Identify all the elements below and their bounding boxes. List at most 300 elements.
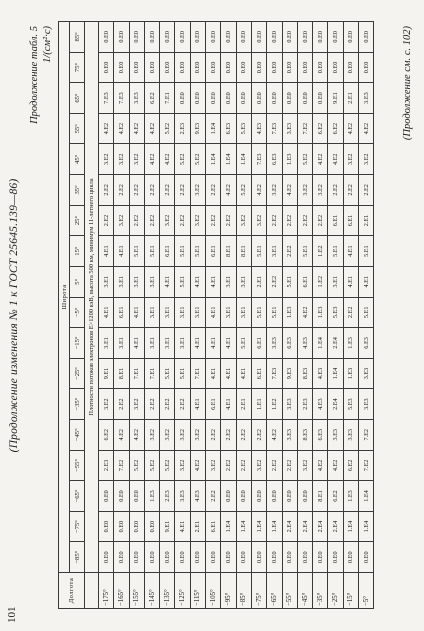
table-cell: 3.E2	[251, 450, 266, 481]
table-cell: 5.E1	[328, 236, 343, 267]
table-cell: 6.E2	[343, 450, 358, 481]
table-cell: 0.E0	[251, 52, 266, 83]
table-cell: 1.E4	[313, 328, 328, 359]
table-cell: 2.E2	[343, 175, 358, 206]
table-cell: 2.E2	[114, 389, 129, 420]
table-cell: 0.E0	[313, 83, 328, 114]
row-label: −55°	[282, 573, 297, 609]
table-cell: 2.E1	[251, 266, 266, 297]
column-header: 35°	[70, 175, 85, 206]
table-cell: 7.E3	[114, 83, 129, 114]
table-cell: 7.E2	[359, 419, 374, 450]
table-cell: 6.E1	[206, 236, 221, 267]
table-cell: 6.E1	[297, 266, 312, 297]
table-cell: 0.E0	[236, 52, 251, 83]
table-cell: 7.E3	[267, 358, 282, 389]
table-cell: 5.E3	[328, 297, 343, 328]
table-cell: 6.E3	[267, 144, 282, 175]
table-cell: 3.E1	[144, 266, 159, 297]
table-cell: 0.E0	[297, 22, 312, 53]
row-label: −35°	[313, 573, 328, 609]
table-row	[175, 22, 190, 609]
table-cell: 3.E3	[343, 419, 358, 450]
table-cell: 5.E2	[129, 450, 144, 481]
table-cell: 3.E3	[175, 481, 190, 512]
table-cell: 5.E1	[144, 236, 159, 267]
table-cell: 5.E1	[129, 236, 144, 267]
table-cell: 0.E0	[328, 542, 343, 573]
table-cell: 3.E1	[328, 266, 343, 297]
table-cell: 0.E0	[328, 22, 343, 53]
table-cell: 2.E2	[359, 175, 374, 206]
table-cell: 4.E1	[190, 266, 205, 297]
table-cell: 0.E0	[175, 83, 190, 114]
table-cell: 4.E3	[313, 389, 328, 420]
table-cell: 3.E3	[267, 328, 282, 359]
table-caption	[28, 26, 54, 124]
table-cell: 0.E0	[114, 481, 129, 512]
table-cell: 0.E0	[221, 22, 236, 53]
table-cell: 2.E1	[343, 83, 358, 114]
column-header: 5°	[70, 266, 85, 297]
table-cell: 0.E0	[175, 52, 190, 83]
table-cell: 3.E1	[190, 297, 205, 328]
table-cell: 0.E0	[251, 481, 266, 512]
table-cell: 3.E3	[359, 83, 374, 114]
table-cell: 0.E0	[206, 52, 221, 83]
table-row	[328, 22, 343, 609]
table-cell: 0.E0	[175, 542, 190, 573]
table-cell: 0.E0	[144, 22, 159, 53]
table-cell: 4.E1	[99, 236, 114, 267]
table-cell: 1.E4	[343, 511, 358, 542]
row-label: −5°	[359, 573, 374, 609]
table-cell: 3.E1	[175, 328, 190, 359]
table-cell: 3.E2	[114, 205, 129, 236]
table-cell: 0.E0	[282, 22, 297, 53]
table-cell: 2.E2	[175, 175, 190, 206]
table-cell: 3.E2	[99, 389, 114, 420]
table-cell: 1.E4	[359, 481, 374, 512]
table-cell: 1.E2	[267, 389, 282, 420]
table-cell: 2.E4	[297, 511, 312, 542]
table-cell: 3.E3	[282, 419, 297, 450]
table-row	[160, 22, 175, 609]
table-cell: 6.E1	[114, 297, 129, 328]
table-cell: 3.E1	[114, 266, 129, 297]
row-header-spacer	[85, 573, 99, 609]
column-header: −75°	[70, 511, 85, 542]
table-cell: 0.E0	[282, 52, 297, 83]
table-cell: 3.E1	[236, 297, 251, 328]
table-cell: 5.E2	[144, 450, 159, 481]
table-cell: 0.E0	[297, 83, 312, 114]
table-cell: 1.E4	[236, 144, 251, 175]
table-cell: 5.E1	[359, 297, 374, 328]
table-cell: 0.E0	[359, 542, 374, 573]
table-cell: 3.E3	[129, 83, 144, 114]
table-cell: 6.E1	[251, 358, 266, 389]
table-row	[206, 22, 221, 609]
table-cell: 6.E1	[160, 236, 175, 267]
column-header: −15°	[70, 328, 85, 359]
table-cell: 7.E1	[190, 358, 205, 389]
table-cell: 4.E1	[190, 389, 205, 420]
table-cell: 1.E3	[144, 481, 159, 512]
table-cell: 1.E4	[221, 144, 236, 175]
table-cell: 5.E1	[359, 236, 374, 267]
table-cell: 0.E0	[236, 542, 251, 573]
table-cell: 4.E2	[129, 113, 144, 144]
table-cell: 0.E0	[297, 542, 312, 573]
table-row	[313, 22, 328, 609]
table-cell: 3.E2	[190, 205, 205, 236]
table-cell: 8.E1	[313, 481, 328, 512]
table-cell: 2.E4	[313, 511, 328, 542]
table-cell: 5.E1	[190, 236, 205, 267]
table-cell: 0.E0	[206, 542, 221, 573]
table-cell: 0.E0	[144, 52, 159, 83]
table-row	[144, 22, 159, 609]
table-cell: 0.E0	[267, 542, 282, 573]
row-label: −135°	[160, 573, 175, 609]
table-row	[190, 22, 205, 609]
table-cell: 0.E0	[175, 22, 190, 53]
subtitle-row	[85, 22, 99, 609]
column-header: 85°	[70, 22, 85, 53]
table-cell: 8.E3	[297, 358, 312, 389]
table-cell: 4.E3	[297, 328, 312, 359]
column-header: 75°	[70, 52, 85, 83]
table-cell: 0.E0	[221, 83, 236, 114]
table-cell: 6.E1	[206, 389, 221, 420]
table-cell: 3.E2	[114, 144, 129, 175]
table-cell: 2.E2	[297, 205, 312, 236]
table-cell: 0.E0	[282, 481, 297, 512]
table-cell: 0.E0	[221, 542, 236, 573]
table-cell: 6.E2	[328, 113, 343, 144]
table-row	[267, 22, 282, 609]
table-cell: 0.E0	[129, 52, 144, 83]
table-cell: 0.E0	[282, 83, 297, 114]
table-cell: 3.E3	[359, 358, 374, 389]
table-cell: 2.E2	[99, 205, 114, 236]
column-header: 25°	[70, 205, 85, 236]
table-cell: 2.E2	[144, 389, 159, 420]
table-cell: 4.E1	[175, 511, 190, 542]
table-cell: 4.E2	[282, 175, 297, 206]
table-cell: 4.E1	[221, 328, 236, 359]
table-cell: 4.E3	[313, 358, 328, 389]
table-cell: 3.E1	[267, 236, 282, 267]
table-cell: 3.E1	[129, 266, 144, 297]
table-cell: 2.E2	[206, 205, 221, 236]
table-cell: 4.E2	[359, 113, 374, 144]
table-cell: 3.E2	[297, 450, 312, 481]
table-cell: 4.E2	[343, 113, 358, 144]
unit-label: 1/(см²·с)	[42, 26, 53, 63]
table-cell: 3.E3	[282, 389, 297, 420]
table-row	[114, 22, 129, 609]
column-header: −5°	[70, 297, 85, 328]
table-cell: 2.E2	[129, 175, 144, 206]
table-cell: 4.E2	[114, 419, 129, 450]
table-cell: 6.E2	[328, 481, 343, 512]
table-cell: 6.E1	[206, 511, 221, 542]
table-cell: 4.E3	[251, 113, 266, 144]
table-cell: 5.E3	[236, 113, 251, 144]
table-cell: 0.E0	[99, 481, 114, 512]
table-cell: 1.E2	[313, 236, 328, 267]
table-cell: 3.E2	[160, 205, 175, 236]
table-cell: 2.E3	[99, 450, 114, 481]
table-cell: 4.E1	[221, 389, 236, 420]
table-cell: 4.E1	[221, 358, 236, 389]
column-header: −35°	[70, 389, 85, 420]
table-cell: 2.E1	[359, 205, 374, 236]
table-cell: 0.E0	[129, 542, 144, 573]
table-cell: 4.E2	[251, 175, 266, 206]
table-cell: 0.E0	[99, 22, 114, 53]
table-cell: 2.E1	[190, 511, 205, 542]
table-cell: 7.E1	[160, 83, 175, 114]
table-cell: 0.E0	[144, 542, 159, 573]
table-cell: 1.E4	[328, 358, 343, 389]
table-cell: 1.E3	[343, 481, 358, 512]
table-cell: 3.E1	[144, 328, 159, 359]
table-cell: 4.E2	[99, 113, 114, 144]
row-label: −75°	[251, 573, 266, 609]
table-cell: 6.E1	[343, 205, 358, 236]
table-cell: 5.E2	[297, 144, 312, 175]
table-cell: 3.E2	[190, 175, 205, 206]
table-cell: 2.E2	[313, 205, 328, 236]
table-cell: 0.E0	[99, 542, 114, 573]
table-cell: 0.E0	[343, 52, 358, 83]
table-cell: 4.E2	[144, 113, 159, 144]
table-cell: 4.E2	[144, 144, 159, 175]
table-cell: 3.E1	[221, 297, 236, 328]
table-cell: 0.E0	[343, 542, 358, 573]
table-cell: 2.E2	[267, 450, 282, 481]
caption-text: Продолжение табл. 5	[29, 26, 40, 124]
table-cell: 0.E0	[114, 52, 129, 83]
table-cell: 5.E1	[251, 297, 266, 328]
column-header: 55°	[70, 113, 85, 144]
table-cell: 3.E1	[144, 297, 159, 328]
table-cell: 4.E1	[236, 358, 251, 389]
table-cell: 0.E0	[144, 511, 159, 542]
table-cell: 7.E1	[129, 358, 144, 389]
table-cell: 7.E3	[251, 144, 266, 175]
table-cell: 2.E2	[236, 450, 251, 481]
table-cell: 1.E4	[267, 511, 282, 542]
table-cell: 0.E0	[236, 481, 251, 512]
row-label: −115°	[190, 573, 205, 609]
table-cell: 4.E1	[206, 358, 221, 389]
table-cell: 3.E2	[175, 450, 190, 481]
table-cell: 2.E2	[175, 389, 190, 420]
table-cell: 9.E1	[328, 83, 343, 114]
table-cell: 0.E0	[114, 22, 129, 53]
table-cell: 9.E1	[160, 511, 175, 542]
table-cell: 4.E2	[129, 419, 144, 450]
table-cell: 3.E1	[99, 266, 114, 297]
table-cell: 4.E1	[359, 266, 374, 297]
table-cell: 2.E4	[328, 389, 343, 420]
table-cell: 4.E1	[343, 266, 358, 297]
table-cell: 0.E0	[114, 542, 129, 573]
table-cell: 3.E1	[160, 328, 175, 359]
table-cell: 0.E0	[160, 22, 175, 53]
table-cell: 1.E3	[313, 297, 328, 328]
table-cell: 4.E2	[328, 450, 343, 481]
table-cell: 0.E0	[267, 52, 282, 83]
page-number: 101	[6, 606, 18, 623]
table-cell: 4.E1	[206, 266, 221, 297]
table-cell: 0.E0	[160, 542, 175, 573]
table-cell: 5.E1	[236, 328, 251, 359]
table-cell: 4.E1	[99, 297, 114, 328]
table-cell: 3.E2	[297, 175, 312, 206]
table-cell: 4.E2	[297, 297, 312, 328]
table-cell: 5.E2	[160, 113, 175, 144]
table-cell: 0.E0	[297, 481, 312, 512]
table-cell: 3.E2	[236, 205, 251, 236]
continued-note: (Продолжение см. с. 102)	[402, 26, 413, 141]
table-cell: 4.E3	[190, 481, 205, 512]
column-header: −55°	[70, 450, 85, 481]
table-cell: 5.E2	[175, 144, 190, 175]
table-cell: 4.E1	[129, 328, 144, 359]
table-cell: 0.E0	[236, 22, 251, 53]
table-cell: 5.E2	[160, 450, 175, 481]
table-cell: 2.E2	[221, 205, 236, 236]
table-cell: 4.E2	[328, 144, 343, 175]
table-cell: 1.E1	[251, 389, 266, 420]
table-cell: 5.E1	[282, 266, 297, 297]
table-cell: 3.E1	[160, 297, 175, 328]
table-cell: 6.E1	[251, 328, 266, 359]
table-cell: 5.E2	[190, 144, 205, 175]
table-cell: 4.E2	[190, 450, 205, 481]
table-cell: 0.E0	[328, 52, 343, 83]
table-cell: 6.E3	[359, 328, 374, 359]
table-cell: 8.E3	[297, 419, 312, 450]
table-cell: 4.E1	[206, 328, 221, 359]
table-cell: 3.E3	[282, 113, 297, 144]
table-cell: 0.E0	[359, 52, 374, 83]
table-cell: 2.E2	[221, 450, 236, 481]
table-cell: 0.E0	[236, 83, 251, 114]
latitude-group-header: Широта	[59, 22, 70, 573]
table-body	[85, 22, 374, 609]
column-header: −65°	[70, 481, 85, 512]
table-cell: 6.E2	[99, 419, 114, 450]
row-label: −45°	[297, 573, 312, 609]
table-cell: 1.E2	[313, 266, 328, 297]
table-cell: 3.E1	[114, 328, 129, 359]
row-label: −95°	[221, 573, 236, 609]
table-cell: 0.E0	[190, 542, 205, 573]
table-cell: 2.E2	[236, 419, 251, 450]
row-label: −165°	[114, 573, 129, 609]
row-label: −85°	[236, 573, 251, 609]
table-cell: 0.E0	[99, 511, 114, 542]
table-cell: 0.E0	[267, 83, 282, 114]
table-cell: 2.E2	[129, 205, 144, 236]
table-cell: 2.E2	[160, 175, 175, 206]
table-cell: 2.E3	[175, 113, 190, 144]
table-cell: 0.E0	[267, 22, 282, 53]
table-cell: 0.E0	[313, 542, 328, 573]
table-cell: 2.E3	[297, 389, 312, 420]
table-cell: 5.E1	[175, 236, 190, 267]
table-cell: 0.E0	[190, 83, 205, 114]
table-cell: 7.E3	[267, 113, 282, 144]
column-header: −85°	[70, 542, 85, 573]
table-cell: 4.E1	[114, 236, 129, 267]
table-cell: 2.E3	[160, 481, 175, 512]
table-cell: 1.E3	[282, 144, 297, 175]
table-cell: 8.E1	[236, 236, 251, 267]
row-label: −15°	[343, 573, 358, 609]
table-cell: 0.E0	[343, 22, 358, 53]
table-cell: 2.E1	[236, 389, 251, 420]
column-header: −45°	[70, 419, 85, 450]
table-cell: 0.E0	[206, 22, 221, 53]
table-cell: 1.E4	[251, 511, 266, 542]
table-cell: 3.E2	[206, 450, 221, 481]
table-cell: 4.E1	[129, 297, 144, 328]
table-cell: 0.E0	[251, 22, 266, 53]
table-cell: 5.E3	[343, 389, 358, 420]
table-cell: 3.E1	[175, 297, 190, 328]
table-cell: 0.E0	[129, 481, 144, 512]
table-cell: 2.E2	[221, 419, 236, 450]
table-cell: 6.E3	[313, 419, 328, 450]
table-cell: 3.E2	[359, 144, 374, 175]
table-cell: 3.E3	[359, 389, 374, 420]
row-label: −155°	[129, 573, 144, 609]
table-cell: 9.E1	[99, 358, 114, 389]
table-cell: 9.E3	[190, 113, 205, 144]
table-cell: 5.E1	[251, 236, 266, 267]
table-cell: 0.E0	[190, 52, 205, 83]
table-cell: 2.E2	[282, 205, 297, 236]
table-cell: 1.E4	[206, 144, 221, 175]
table-cell: 1.E4	[236, 511, 251, 542]
table-cell: 2.E2	[343, 297, 358, 328]
table-row	[99, 22, 114, 609]
table-cell: 3.E2	[313, 175, 328, 206]
table-cell: 2.E2	[206, 419, 221, 450]
table-cell: 3.E2	[267, 175, 282, 206]
row-header-cell: Долгота	[59, 573, 85, 609]
table-cell: 4.E2	[313, 450, 328, 481]
table-row	[221, 22, 236, 609]
table-cell: 6.E2	[313, 113, 328, 144]
table-cell: 2.E2	[144, 175, 159, 206]
table-cell: 2.E2	[175, 205, 190, 236]
row-label: −105°	[206, 573, 221, 609]
table-cell: 7.E2	[297, 113, 312, 144]
data-table	[58, 21, 374, 609]
table-cell: 0.E0	[129, 22, 144, 53]
page-header: (Продолжение изменения № 1 к ГОСТ 25645.139—86)	[8, 178, 20, 453]
table-row	[251, 22, 266, 609]
table-cell: 3.E1	[99, 328, 114, 359]
